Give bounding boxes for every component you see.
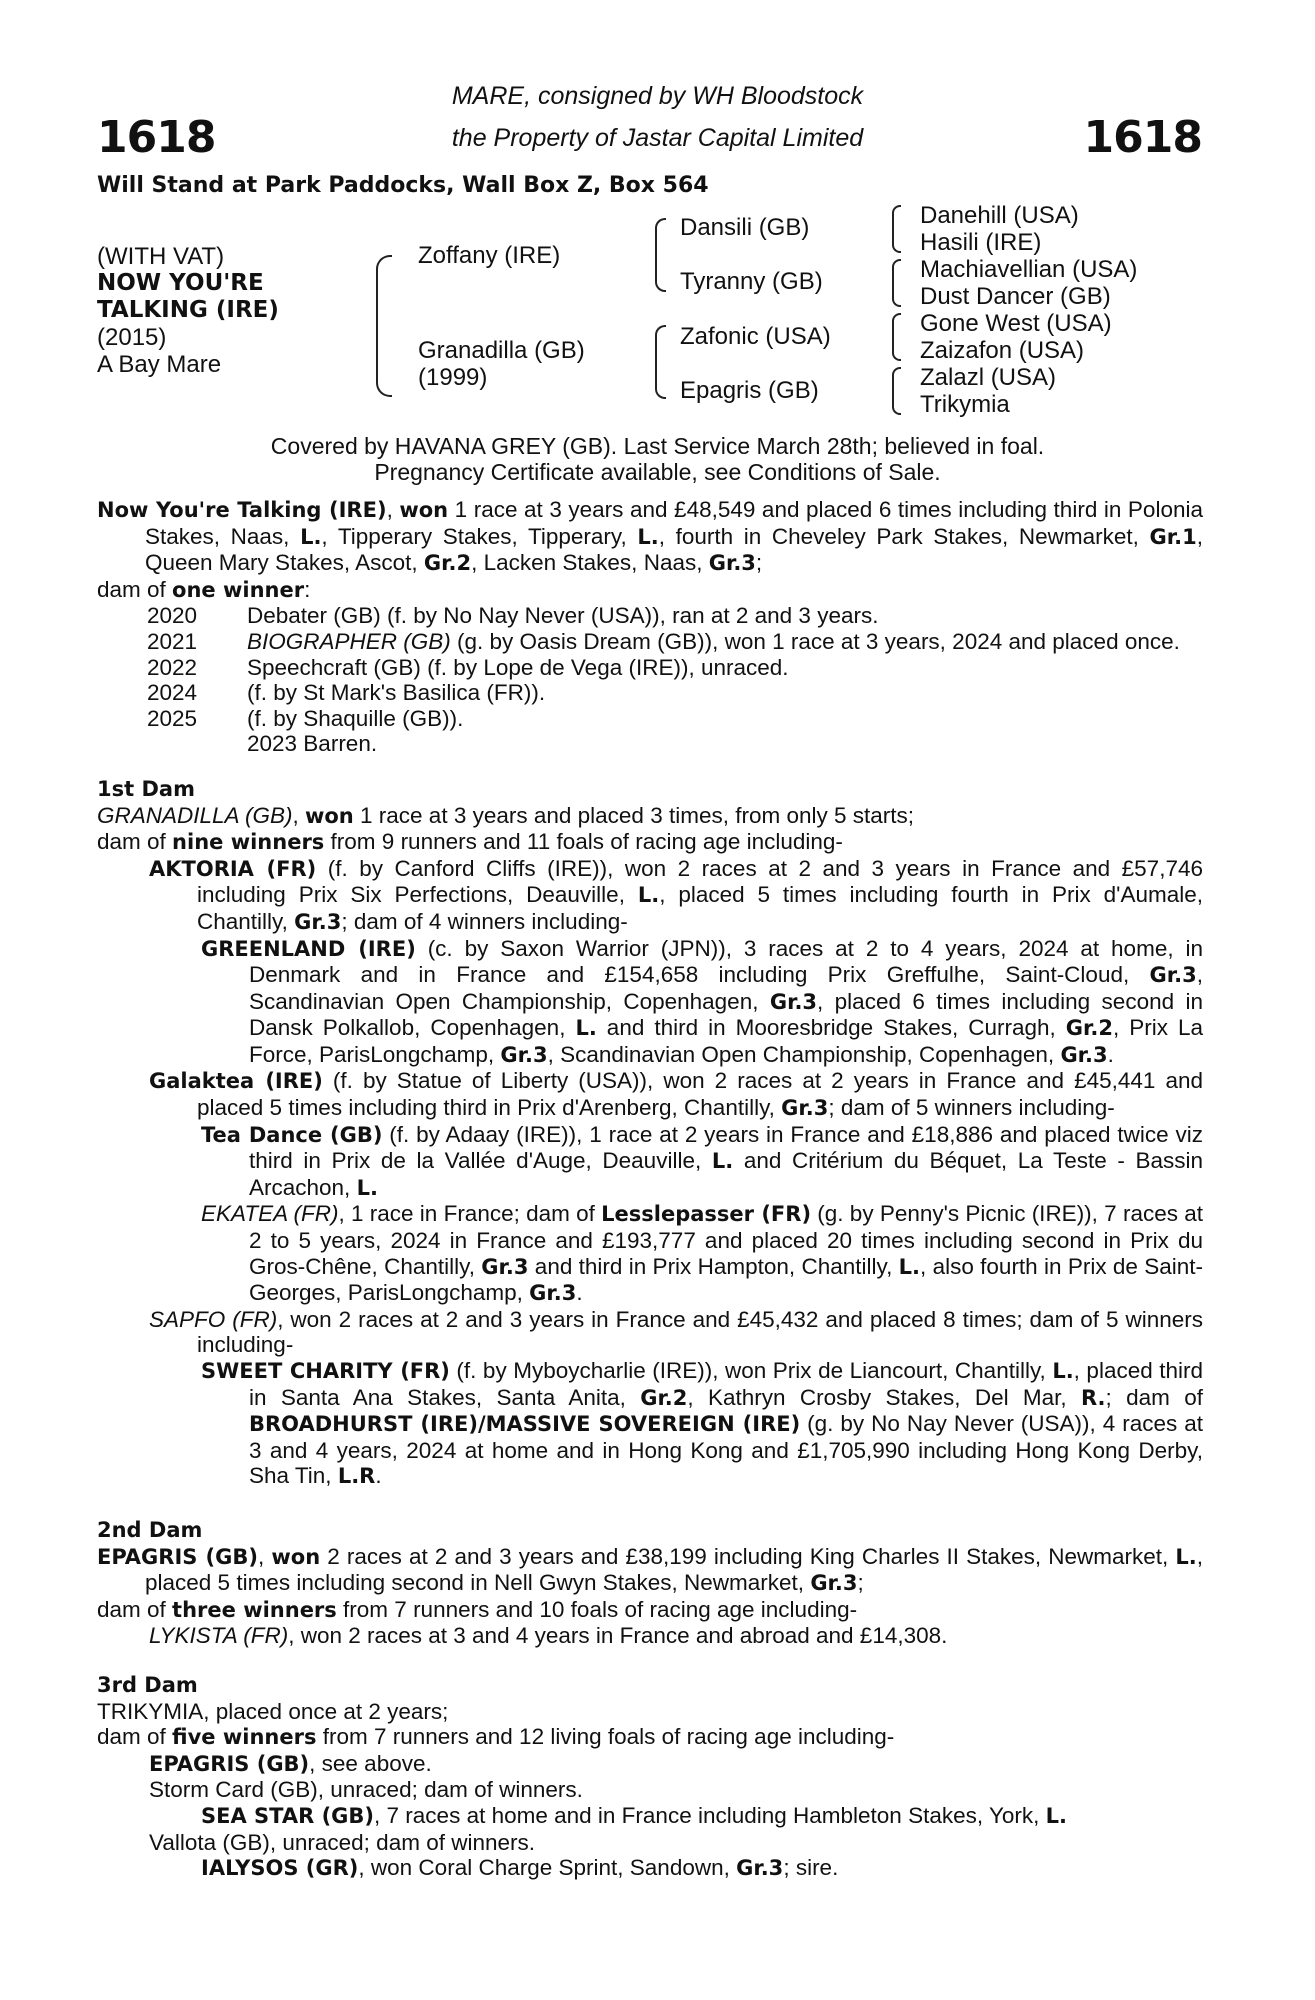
third-dam-heading: 3rd Dam — [97, 1672, 198, 1697]
grandsire-3: Gone West (USA) — [920, 310, 1112, 337]
greenland-entry: GREENLAND (IRE) (c. by Saxon Warrior (JPN)), 3 races at 2 to 4 years, 2024 at home, in Denmark and in France and £154,658 including Prix Greffulhe, Saint-Cloud, Gr.3, Scandinavian Open Championship, Copenhagen, Gr.3, placed 6 times including second in Dansk Polkallob, Copenhagen, L. and third in Mooresbridge Stakes, Curragh, Gr.2, Prix La Force, ParisLongchamp, Gr.3, Scandinavian Open Championship, Copenhagen, Gr.3. — [201, 935, 1203, 1067]
horse-name-line1: NOW YOU'RE — [97, 270, 264, 296]
bracket-dam-parents — [655, 325, 666, 399]
lot-number-left: 1618 — [97, 112, 216, 163]
galaktea-entry: Galaktea (IRE) (f. by Statue of Liberty (USA)), won 2 races at 2 years in France and £45,441 and placed 5 times including third in Prix d'Arenberg, Chantilly, Gr.3; dam of 5 winners including- — [149, 1068, 1203, 1121]
vallota-entry: Vallota (GB), unraced; dam of winners. — [149, 1829, 536, 1855]
dam-of-line: dam of one winner: — [97, 576, 311, 602]
produce-row: 2020 Debater (GB) (f. by No Nay Never (USA)), ran at 2 and 3 years. — [147, 603, 879, 629]
granddam-4: Trikymia — [920, 391, 1010, 418]
property-line: the Property of Jastar Capital Limited — [451, 124, 864, 152]
ekatea-entry: EKATEA (FR), 1 race in France; dam of Lesslepasser (FR) (g. by Penny's Picnic (IRE)), 7 races at 2 to 5 years, 2024 in France and £193,777 and placed 20 times including second in Prix du Gros-Chêne, Chantilly, Gr.3 and third in Prix Hampton, Chantilly, L., also fourth in Prix de Saint-Georges, ParisLongchamp, Gr.3. — [201, 1201, 1203, 1306]
sapfo-entry: SAPFO (FR), won 2 races at 2 and 3 years in France and £45,432 and placed 8 times; dam of 5 winners including- — [149, 1306, 1203, 1358]
bracket-sire-parents — [655, 218, 666, 292]
produce-row: 2021 BIOGRAPHER (GB) (g. by Oasis Dream (GB)), won 1 race at 3 years, 2024 and placed once. — [147, 628, 1180, 654]
dam-dam: Epagris (GB) — [680, 377, 819, 404]
ialysos-entry: IALYSOS (GR), won Coral Charge Sprint, Sandown, Gr.3; sire. — [201, 1855, 839, 1881]
sire-sire: Dansili (GB) — [680, 214, 810, 241]
epagris-entry: EPAGRIS (GB), see above. — [149, 1750, 432, 1776]
dam-year: (1999) — [418, 364, 488, 391]
second-dam-heading: 2nd Dam — [97, 1517, 203, 1542]
bracket-g56 — [892, 313, 901, 361]
dam-sire: Zafonic (USA) — [680, 323, 831, 350]
grandsire-2: Machiavellian (USA) — [920, 256, 1138, 283]
first-dam-damof: dam of nine winners from 9 runners and 11 foals of racing age including- — [97, 829, 843, 855]
first-dam-heading: 1st Dam — [97, 776, 195, 801]
covered-line1: Covered by HAVANA GREY (GB). Last Service March 28th; believed in foal. — [270, 433, 1045, 459]
sire-dam: Tyranny (GB) — [680, 268, 823, 295]
tea-dance-entry: Tea Dance (GB) (f. by Adaay (IRE)), 1 race at 2 years in France and £18,886 and placed twice viz third in Prix de la Vallée d'Auge, Deauville, L. and Critérium du Béquet, La Teste - Bassin Arcachon, L. — [201, 1121, 1203, 1200]
granddam-2: Dust Dancer (GB) — [920, 283, 1111, 310]
granddam-3: Zaizafon (USA) — [920, 337, 1085, 364]
produce-row: 2024 (f. by St Mark's Basilica (FR)). — [147, 680, 546, 706]
second-dam-damof: dam of three winners from 7 runners and 10 foals of racing age including- — [97, 1596, 858, 1622]
third-dam-damof: dam of five winners from 7 runners and 12 living foals of racing age including- — [97, 1724, 895, 1750]
covered-line2: Pregnancy Certificate available, see Conditions of Sale. — [374, 459, 941, 485]
dam-name: Granadilla (GB) — [418, 337, 585, 364]
second-dam-record: EPAGRIS (GB), won 2 races at 2 and 3 years and £38,199 including King Charles II Stakes, Newmarket, L., placed 5 times including second in Nell Gwyn Stakes, Newmarket, Gr.3; — [97, 1543, 1204, 1596]
sire-name: Zoffany (IRE) — [418, 242, 561, 269]
first-dam-line: GRANADILLA (GB), won 1 race at 3 years and placed 3 times, from only 5 starts; — [97, 802, 915, 828]
third-dam-line: TRIKYMIA, placed once at 2 years; — [97, 1698, 449, 1724]
storm-card-entry: Storm Card (GB), unraced; dam of winners. — [149, 1777, 583, 1803]
horse-description: A Bay Mare — [97, 351, 222, 378]
sweet-charity-entry: SWEET CHARITY (FR) (f. by Myboycharlie (IRE)), won Prix de Liancourt, Chantilly, L., placed third in Santa Ana Stakes, Santa Anita, Gr.2, Kathryn Crosby Stakes, Del Mar, R.; dam of BROADHURST (IRE)/MASSIVE SOVEREIGN (IRE) (g. by No Nay Never (USA)), 4 races at 3 and 4 years, 2024 at home and in Hong Kong and £1,705,990 including Hong Kong Derby, Sha Tin, L.R. — [201, 1358, 1204, 1489]
sea-star-entry: SEA STAR (GB), 7 races at home and in France including Hambleton Stakes, York, L. — [201, 1802, 1068, 1828]
produce-row: 2022 Speechcraft (GB) (f. by Lope de Vega (IRE)), unraced. — [147, 654, 789, 680]
lykista-entry: LYKISTA (FR), won 2 races at 3 and 4 years in France and abroad and £14,308. — [149, 1623, 948, 1649]
catalogue-body — [97, 497, 1203, 1882]
horse-year: (2015) — [97, 324, 167, 351]
vat-label: (WITH VAT) — [97, 243, 225, 270]
consigned-line: MARE, consigned by WH Bloodstock — [451, 82, 864, 110]
produce-row: 2025 (f. by Shaquille (GB)). — [147, 705, 464, 731]
bracket-g34 — [892, 259, 901, 307]
grandsire-4: Zalazl (USA) — [920, 364, 1057, 391]
aktoria-entry: AKTORIA (FR) (f. by Canford Cliffs (IRE)), won 2 races at 2 and 3 years in France and £57,746 including Prix Six Perfections, Deauville, L., placed 5 times including fourth in Prix d'Aumale, Chantilly, Gr.3; dam of 4 winners including- — [149, 855, 1203, 934]
bracket-sire — [376, 255, 392, 327]
produce-row: 2023 Barren. — [247, 731, 378, 757]
record-paragraph: Now You're Talking (IRE), won 1 race at 3 years and £48,549 and placed 6 times including third in Polonia Stakes, Naas, L., Tipperary Stakes, Tipperary, L., fourth in Cheveley Park Stakes, Newmarket, Gr.1, Queen Mary Stakes, Ascot, Gr.2, Lacken Stakes, Naas, Gr.3; — [97, 497, 1203, 576]
grandsire-1: Danehill (USA) — [920, 202, 1079, 229]
horse-name-line2: TALKING (IRE) — [97, 297, 279, 323]
bracket-g78 — [892, 367, 901, 415]
granddam-1: Hasili (IRE) — [920, 229, 1042, 256]
bracket-dam — [376, 325, 392, 397]
bracket-g12 — [892, 205, 901, 253]
stand-line: Will Stand at Park Paddocks, Wall Box Z, Box 564 — [97, 173, 709, 198]
lot-number-right: 1618 — [1083, 112, 1202, 163]
horse-name-bold: Now You're Talking (IRE) — [97, 498, 387, 522]
